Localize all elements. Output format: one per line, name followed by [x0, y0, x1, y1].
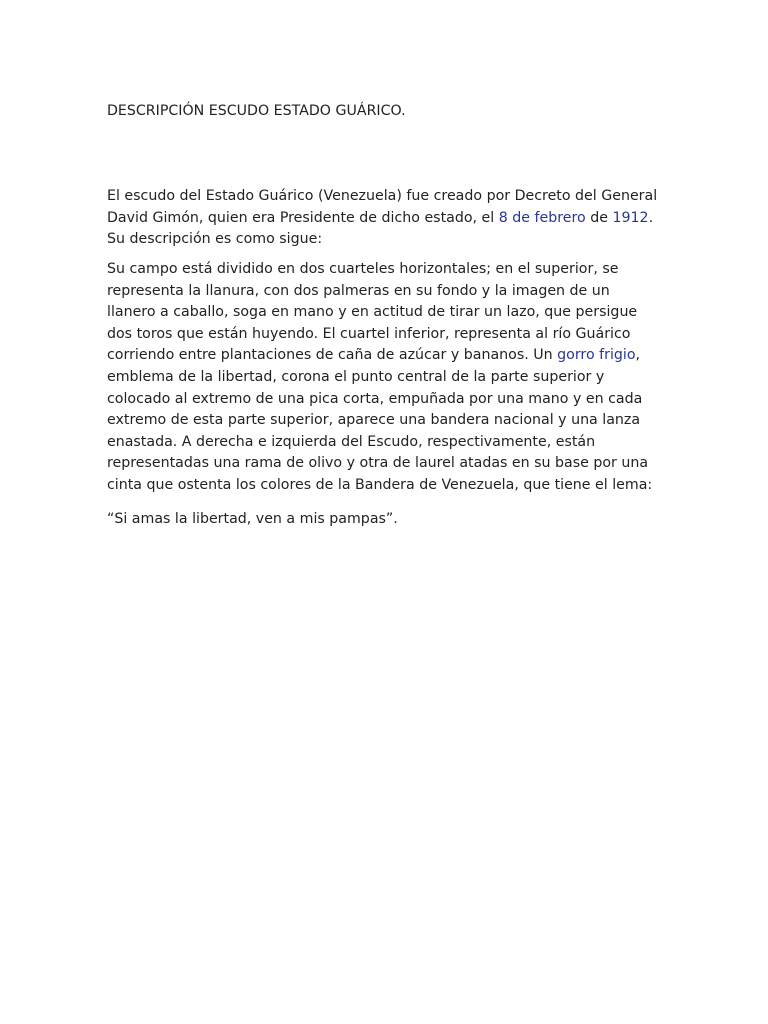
document-title: DESCRIPCIÓN ESCUDO ESTADO GUÁRICO. [107, 103, 406, 119]
description-text-end: , emblema de la libertad, corona el punto central de la parte superior y colocado al extremo de una pica corta, empuñada por una mano y en cada extremo de esta parte superior, aparece una bandera nacional y una lanza enastada. A derecha e izquierda del Escudo, respectivamente, están representadas una rama de olivo y otra de laurel atadas en su base por una cinta que ostenta los colores de la Bandera de Venezuela, que tiene el lema: [107, 347, 653, 493]
paragraph-intro [107, 186, 659, 251]
link-8-de-febrero[interactable]: 8 de febrero [498, 209, 586, 226]
paragraph-motto: “Si amas la libertad, ven a mis pampas”. [107, 511, 398, 527]
link-gorro-frigio[interactable]: gorro frigio [557, 347, 636, 364]
intro-text-start: El escudo del Estado Guárico (Venezuela) fue creado por Decreto del General David Gimón, quien era Presidente de dicho estado, el [107, 188, 658, 226]
intro-text-de: de [585, 209, 613, 226]
link-1912[interactable]: 1912 [612, 209, 649, 226]
intro-text-end: . Su descripción es como sigue: [107, 209, 654, 248]
description-text-start: Su campo está dividido en dos cuarteles horizontales; en el superior, se representa la llanura, con dos palmeras en su fondo y la imagen de un llanero a caballo, soga en mano y en actitud de tirar un lazo, que persigue dos toros que están huyendo. El cuartel inferior, representa al río Guárico corriendo entre plantaciones de caña de azúcar y bananos. Un [107, 261, 638, 364]
paragraph-description [107, 259, 659, 497]
